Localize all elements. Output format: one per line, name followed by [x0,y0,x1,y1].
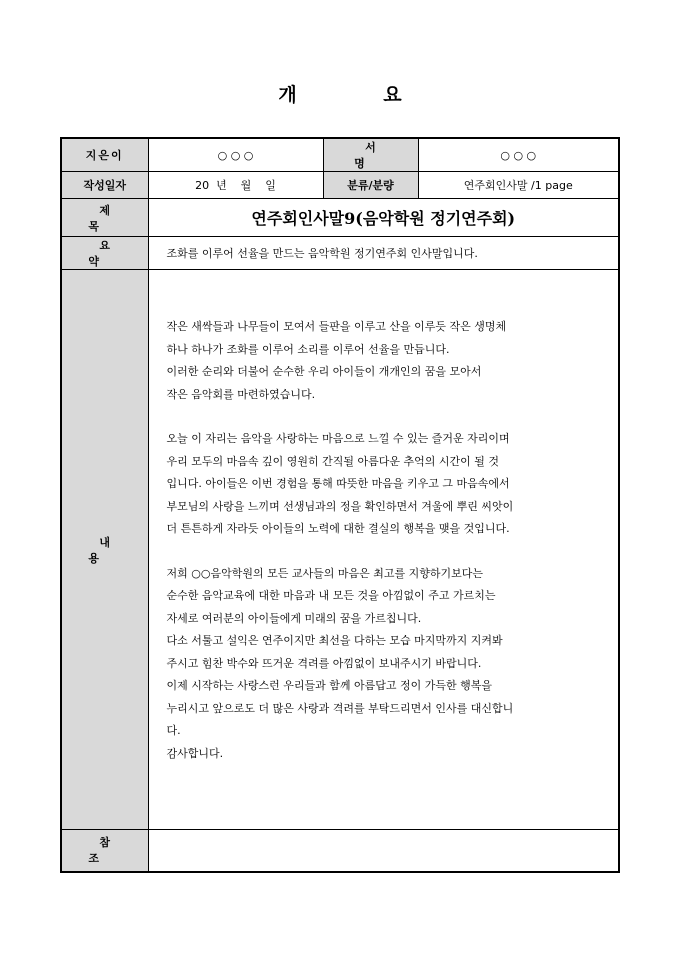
author-label: 지은이 [61,138,148,172]
row-summary [61,237,619,270]
row-reference [61,830,619,872]
category-label: 분류/분량 [323,172,418,199]
author-value: ○ ○ ○ [148,138,323,172]
subject-label: 제 목 [61,199,148,237]
content-label: 내 용 [61,270,148,830]
row-date [61,172,619,199]
document-title: 개 요 [278,84,442,106]
signature-value: ○ ○ ○ [418,138,619,172]
content-body [148,270,619,830]
row-author [61,138,619,172]
content-paragraph: 오늘 이 자리는 음악을 사랑하는 마음으로 느낄 수 있는 즐거운 자리이며 우리 모두의 마음속 깊이 영원히 간직될 아름다운 추억의 시간이 될 것 입니다. 아이들은 이번 경험을 통해 따뜻한 마음을 키우고 그 마음속에서 부모님의 사랑을 느끼며 선생님과의 정을 확인하면서 겨울에 뿌린 씨앗이 더 튼튼하게 자라듯 아이들의 노력에 대한 결실의 행복을 맺을 것입니다. [166,432,514,535]
date-label: 작성일자 [61,172,148,199]
reference-value [148,830,619,872]
content-paragraph: 작은 새싹들과 나무들이 모여서 들판을 이루고 산을 이루듯 작은 생명체 하나 하나가 조화를 이루어 소리를 이루어 선율을 만듭니다. 이러한 순리와 더불어 순수한 우리 아이들이 개개인의 꿈을 모아서 작은 음악회를 마련하였습니다. [166,320,507,401]
summary-value: 조화를 이루어 선율을 만드는 음악학원 정기연주회 인사말입니다. [148,237,619,270]
signature-label: 서 명 [323,138,418,172]
date-value: 20 년 월 일 [148,172,323,199]
subject-value: 연주회인사말9(음악학원 정기연주회) [148,199,619,237]
category-value: 연주회인사말 /1 page [418,172,619,199]
overview-table [60,137,620,873]
row-subject [61,199,619,237]
row-content [61,270,619,830]
content-paragraph: 저희 ○○음악학원의 모든 교사들의 마음은 최고를 지향하기보다는 순수한 음악교육에 대한 마음과 내 모든 것을 아낌없이 주고 가르치는 자세로 여러분의 아이들에게 미래의 꿈을 가르칩니다. 다소 서툴고 설익은 연주이지만 최선을 다하는 모습 마지막까지 지켜봐 주시고 힘찬 박수와 뜨거운 격려를 아낌없이 보내주시기 바랍니다. 이제 시작하는 사랑스런 우리들과 함께 아름답고 정이 가득한 행복을 누리시고 앞으로도 더 많은 사랑과 격려를 부탁드리면서 인사를 대신합니 다. 감사합니다. [166,566,514,760]
summary-label: 요 약 [61,237,148,270]
reference-label: 참 조 [61,830,148,872]
